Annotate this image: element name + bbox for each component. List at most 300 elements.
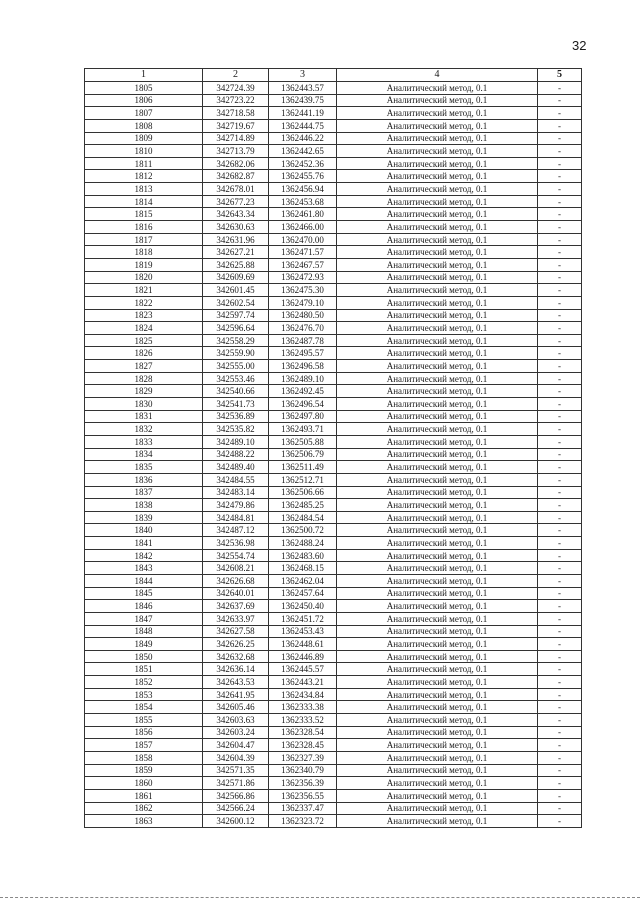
table-row [85,296,582,309]
point-number-cell: 1836 [85,473,203,486]
point-number-cell: 1829 [85,385,203,398]
method-cell: Аналитический метод, 0.1 [337,271,538,284]
y-coordinate-cell: 1362475.30 [269,284,337,297]
table-row [85,132,582,145]
x-coordinate-cell: 342630.63 [203,221,269,234]
note-cell: - [538,107,582,120]
note-cell: - [538,221,582,234]
method-cell: Аналитический метод, 0.1 [337,284,538,297]
y-coordinate-cell: 1362455.76 [269,170,337,183]
table-row [85,701,582,714]
point-number-cell: 1846 [85,600,203,613]
note-cell: - [538,334,582,347]
method-cell: Аналитический метод, 0.1 [337,499,538,512]
x-coordinate-cell: 342604.47 [203,739,269,752]
note-cell: - [538,82,582,95]
y-coordinate-cell: 1362466.00 [269,221,337,234]
method-cell: Аналитический метод, 0.1 [337,461,538,474]
point-number-cell: 1861 [85,789,203,802]
x-coordinate-cell: 342597.74 [203,309,269,322]
note-cell: - [538,650,582,663]
page-number: 32 [572,38,587,53]
point-number-cell: 1858 [85,751,203,764]
table-row [85,562,582,575]
x-coordinate-cell: 342601.45 [203,284,269,297]
y-coordinate-cell: 1362446.89 [269,650,337,663]
point-number-cell: 1821 [85,284,203,297]
x-coordinate-cell: 342536.89 [203,410,269,423]
table-row [85,246,582,259]
x-coordinate-cell: 342633.97 [203,612,269,625]
x-coordinate-cell: 342536.98 [203,537,269,550]
header-col-5: 5 [538,69,582,82]
method-cell: Аналитический метод, 0.1 [337,549,538,562]
x-coordinate-cell: 342566.86 [203,789,269,802]
note-cell: - [538,410,582,423]
method-cell: Аналитический метод, 0.1 [337,82,538,95]
method-cell: Аналитический метод, 0.1 [337,170,538,183]
method-cell: Аналитический метод, 0.1 [337,612,538,625]
y-coordinate-cell: 1362479.10 [269,296,337,309]
y-coordinate-cell: 1362476.70 [269,322,337,335]
method-cell: Аналитический метод, 0.1 [337,486,538,499]
y-coordinate-cell: 1362468.15 [269,562,337,575]
point-number-cell: 1834 [85,448,203,461]
table-row [85,372,582,385]
table-row [85,183,582,196]
point-number-cell: 1853 [85,688,203,701]
table-row [85,676,582,689]
y-coordinate-cell: 1362356.55 [269,789,337,802]
table-row [85,751,582,764]
x-coordinate-cell: 342724.39 [203,82,269,95]
table-row [85,157,582,170]
table-row [85,410,582,423]
x-coordinate-cell: 342682.87 [203,170,269,183]
method-cell: Аналитический метод, 0.1 [337,309,538,322]
header-col-1: 1 [85,69,203,82]
page-bottom-divider [0,897,640,898]
y-coordinate-cell: 1362441.19 [269,107,337,120]
table-header-row [85,69,582,82]
note-cell: - [538,170,582,183]
note-cell: - [538,145,582,158]
x-coordinate-cell: 342626.25 [203,638,269,651]
y-coordinate-cell: 1362443.57 [269,82,337,95]
y-coordinate-cell: 1362483.60 [269,549,337,562]
note-cell: - [538,815,582,828]
method-cell: Аналитический метод, 0.1 [337,221,538,234]
note-cell: - [538,802,582,815]
y-coordinate-cell: 1362495.57 [269,347,337,360]
point-number-cell: 1860 [85,777,203,790]
point-number-cell: 1812 [85,170,203,183]
method-cell: Аналитический метод, 0.1 [337,511,538,524]
note-cell: - [538,322,582,335]
y-coordinate-cell: 1362512.71 [269,473,337,486]
point-number-cell: 1856 [85,726,203,739]
table-row [85,334,582,347]
x-coordinate-cell: 342627.21 [203,246,269,259]
method-cell: Аналитический метод, 0.1 [337,764,538,777]
note-cell: - [538,537,582,550]
y-coordinate-cell: 1362496.58 [269,360,337,373]
x-coordinate-cell: 342609.69 [203,271,269,284]
y-coordinate-cell: 1362356.39 [269,777,337,790]
note-cell: - [538,663,582,676]
note-cell: - [538,587,582,600]
x-coordinate-cell: 342631.96 [203,233,269,246]
point-number-cell: 1808 [85,119,203,132]
method-cell: Аналитический метод, 0.1 [337,714,538,727]
note-cell: - [538,372,582,385]
note-cell: - [538,562,582,575]
point-number-cell: 1830 [85,398,203,411]
table-row [85,448,582,461]
y-coordinate-cell: 1362434.84 [269,688,337,701]
x-coordinate-cell: 342632.68 [203,650,269,663]
method-cell: Аналитический метод, 0.1 [337,435,538,448]
note-cell: - [538,347,582,360]
note-cell: - [538,385,582,398]
x-coordinate-cell: 342566.24 [203,802,269,815]
point-number-cell: 1807 [85,107,203,120]
method-cell: Аналитический метод, 0.1 [337,789,538,802]
method-cell: Аналитический метод, 0.1 [337,562,538,575]
note-cell: - [538,246,582,259]
method-cell: Аналитический метод, 0.1 [337,739,538,752]
point-number-cell: 1811 [85,157,203,170]
point-number-cell: 1817 [85,233,203,246]
header-col-2: 2 [203,69,269,82]
note-cell: - [538,398,582,411]
note-cell: - [538,271,582,284]
method-cell: Аналитический метод, 0.1 [337,751,538,764]
method-cell: Аналитический метод, 0.1 [337,701,538,714]
method-cell: Аналитический метод, 0.1 [337,524,538,537]
table-row [85,612,582,625]
table-row [85,145,582,158]
table-row [85,524,582,537]
method-cell: Аналитический метод, 0.1 [337,334,538,347]
x-coordinate-cell: 342535.82 [203,423,269,436]
method-cell: Аналитический метод, 0.1 [337,183,538,196]
point-number-cell: 1844 [85,574,203,587]
method-cell: Аналитический метод, 0.1 [337,537,538,550]
method-cell: Аналитический метод, 0.1 [337,107,538,120]
y-coordinate-cell: 1362340.79 [269,764,337,777]
point-number-cell: 1845 [85,587,203,600]
point-number-cell: 1828 [85,372,203,385]
x-coordinate-cell: 342678.01 [203,183,269,196]
y-coordinate-cell: 1362337.47 [269,802,337,815]
note-cell: - [538,714,582,727]
header-col-4: 4 [337,69,538,82]
point-number-cell: 1847 [85,612,203,625]
point-number-cell: 1822 [85,296,203,309]
method-cell: Аналитический метод, 0.1 [337,777,538,790]
note-cell: - [538,309,582,322]
x-coordinate-cell: 342719.67 [203,119,269,132]
table-row [85,398,582,411]
y-coordinate-cell: 1362453.43 [269,625,337,638]
point-number-cell: 1825 [85,334,203,347]
note-cell: - [538,524,582,537]
y-coordinate-cell: 1362467.57 [269,258,337,271]
table-row [85,82,582,95]
y-coordinate-cell: 1362453.68 [269,195,337,208]
x-coordinate-cell: 342571.35 [203,764,269,777]
x-coordinate-cell: 342602.54 [203,296,269,309]
note-cell: - [538,208,582,221]
y-coordinate-cell: 1362487.78 [269,334,337,347]
point-number-cell: 1855 [85,714,203,727]
table-row [85,170,582,183]
table-row [85,777,582,790]
table-row [85,714,582,727]
point-number-cell: 1857 [85,739,203,752]
method-cell: Аналитический метод, 0.1 [337,726,538,739]
y-coordinate-cell: 1362488.24 [269,537,337,550]
method-cell: Аналитический метод, 0.1 [337,360,538,373]
table-row [85,549,582,562]
table-row [85,107,582,120]
note-cell: - [538,448,582,461]
y-coordinate-cell: 1362444.75 [269,119,337,132]
point-number-cell: 1823 [85,309,203,322]
y-coordinate-cell: 1362452.36 [269,157,337,170]
point-number-cell: 1862 [85,802,203,815]
note-cell: - [538,296,582,309]
header-col-3: 3 [269,69,337,82]
method-cell: Аналитический метод, 0.1 [337,322,538,335]
note-cell: - [538,423,582,436]
y-coordinate-cell: 1362506.66 [269,486,337,499]
table-row [85,486,582,499]
x-coordinate-cell: 342484.55 [203,473,269,486]
point-number-cell: 1832 [85,423,203,436]
y-coordinate-cell: 1362462.04 [269,574,337,587]
y-coordinate-cell: 1362493.71 [269,423,337,436]
x-coordinate-cell: 342484.81 [203,511,269,524]
y-coordinate-cell: 1362451.72 [269,612,337,625]
x-coordinate-cell: 342718.58 [203,107,269,120]
y-coordinate-cell: 1362480.50 [269,309,337,322]
table-row [85,587,582,600]
point-number-cell: 1816 [85,221,203,234]
note-cell: - [538,499,582,512]
table-row [85,119,582,132]
y-coordinate-cell: 1362333.38 [269,701,337,714]
point-number-cell: 1831 [85,410,203,423]
point-number-cell: 1843 [85,562,203,575]
method-cell: Аналитический метод, 0.1 [337,208,538,221]
y-coordinate-cell: 1362445.57 [269,663,337,676]
note-cell: - [538,360,582,373]
note-cell: - [538,94,582,107]
note-cell: - [538,574,582,587]
table-row [85,258,582,271]
point-number-cell: 1851 [85,663,203,676]
y-coordinate-cell: 1362497.80 [269,410,337,423]
method-cell: Аналитический метод, 0.1 [337,410,538,423]
table-row [85,423,582,436]
point-number-cell: 1818 [85,246,203,259]
x-coordinate-cell: 342540.66 [203,385,269,398]
y-coordinate-cell: 1362471.57 [269,246,337,259]
method-cell: Аналитический метод, 0.1 [337,94,538,107]
note-cell: - [538,233,582,246]
note-cell: - [538,549,582,562]
y-coordinate-cell: 1362446.22 [269,132,337,145]
x-coordinate-cell: 342488.22 [203,448,269,461]
method-cell: Аналитический метод, 0.1 [337,473,538,486]
x-coordinate-cell: 342723.22 [203,94,269,107]
x-coordinate-cell: 342682.06 [203,157,269,170]
x-coordinate-cell: 342559.90 [203,347,269,360]
table-row [85,233,582,246]
method-cell: Аналитический метод, 0.1 [337,145,538,158]
table-row [85,309,582,322]
table-row [85,574,582,587]
table-row [85,789,582,802]
method-cell: Аналитический метод, 0.1 [337,132,538,145]
table-row [85,94,582,107]
y-coordinate-cell: 1362484.54 [269,511,337,524]
point-number-cell: 1850 [85,650,203,663]
x-coordinate-cell: 342479.86 [203,499,269,512]
note-cell: - [538,157,582,170]
method-cell: Аналитический метод, 0.1 [337,258,538,271]
point-number-cell: 1833 [85,435,203,448]
point-number-cell: 1813 [85,183,203,196]
point-number-cell: 1815 [85,208,203,221]
table-row [85,764,582,777]
table-row [85,511,582,524]
table-row [85,473,582,486]
method-cell: Аналитический метод, 0.1 [337,587,538,600]
coordinates-table [84,68,582,828]
table-row [85,385,582,398]
x-coordinate-cell: 342553.46 [203,372,269,385]
note-cell: - [538,600,582,613]
table-row [85,499,582,512]
note-cell: - [538,625,582,638]
note-cell: - [538,726,582,739]
point-number-cell: 1849 [85,638,203,651]
x-coordinate-cell: 342555.00 [203,360,269,373]
note-cell: - [538,764,582,777]
point-number-cell: 1827 [85,360,203,373]
note-cell: - [538,612,582,625]
method-cell: Аналитический метод, 0.1 [337,663,538,676]
y-coordinate-cell: 1362505.88 [269,435,337,448]
method-cell: Аналитический метод, 0.1 [337,574,538,587]
point-number-cell: 1819 [85,258,203,271]
x-coordinate-cell: 342541.73 [203,398,269,411]
note-cell: - [538,777,582,790]
point-number-cell: 1810 [85,145,203,158]
x-coordinate-cell: 342643.34 [203,208,269,221]
table-row [85,688,582,701]
y-coordinate-cell: 1362485.25 [269,499,337,512]
y-coordinate-cell: 1362461.80 [269,208,337,221]
note-cell: - [538,473,582,486]
x-coordinate-cell: 342603.24 [203,726,269,739]
point-number-cell: 1835 [85,461,203,474]
table-row [85,726,582,739]
x-coordinate-cell: 342641.95 [203,688,269,701]
x-coordinate-cell: 342714.89 [203,132,269,145]
table-row [85,221,582,234]
x-coordinate-cell: 342643.53 [203,676,269,689]
y-coordinate-cell: 1362457.64 [269,587,337,600]
table-row [85,638,582,651]
point-number-cell: 1806 [85,94,203,107]
note-cell: - [538,511,582,524]
note-cell: - [538,183,582,196]
method-cell: Аналитический метод, 0.1 [337,157,538,170]
point-number-cell: 1820 [85,271,203,284]
x-coordinate-cell: 342627.58 [203,625,269,638]
point-number-cell: 1852 [85,676,203,689]
note-cell: - [538,688,582,701]
x-coordinate-cell: 342626.68 [203,574,269,587]
y-coordinate-cell: 1362443.21 [269,676,337,689]
table-row [85,802,582,815]
y-coordinate-cell: 1362470.00 [269,233,337,246]
table-row [85,271,582,284]
table-row [85,600,582,613]
method-cell: Аналитический метод, 0.1 [337,676,538,689]
point-number-cell: 1814 [85,195,203,208]
table-row [85,195,582,208]
point-number-cell: 1854 [85,701,203,714]
method-cell: Аналитический метод, 0.1 [337,802,538,815]
note-cell: - [538,132,582,145]
point-number-cell: 1839 [85,511,203,524]
table-body [85,82,582,828]
note-cell: - [538,435,582,448]
y-coordinate-cell: 1362511.49 [269,461,337,474]
x-coordinate-cell: 342603.63 [203,714,269,727]
note-cell: - [538,751,582,764]
method-cell: Аналитический метод, 0.1 [337,296,538,309]
point-number-cell: 1848 [85,625,203,638]
x-coordinate-cell: 342483.14 [203,486,269,499]
method-cell: Аналитический метод, 0.1 [337,688,538,701]
note-cell: - [538,739,582,752]
point-number-cell: 1842 [85,549,203,562]
x-coordinate-cell: 342487.12 [203,524,269,537]
method-cell: Аналитический метод, 0.1 [337,625,538,638]
method-cell: Аналитический метод, 0.1 [337,600,538,613]
y-coordinate-cell: 1362439.75 [269,94,337,107]
table-row [85,625,582,638]
table-row [85,537,582,550]
x-coordinate-cell: 342636.14 [203,663,269,676]
y-coordinate-cell: 1362328.54 [269,726,337,739]
x-coordinate-cell: 342640.01 [203,587,269,600]
point-number-cell: 1809 [85,132,203,145]
note-cell: - [538,258,582,271]
x-coordinate-cell: 342604.39 [203,751,269,764]
point-number-cell: 1840 [85,524,203,537]
method-cell: Аналитический метод, 0.1 [337,423,538,436]
method-cell: Аналитический метод, 0.1 [337,398,538,411]
note-cell: - [538,461,582,474]
method-cell: Аналитический метод, 0.1 [337,119,538,132]
